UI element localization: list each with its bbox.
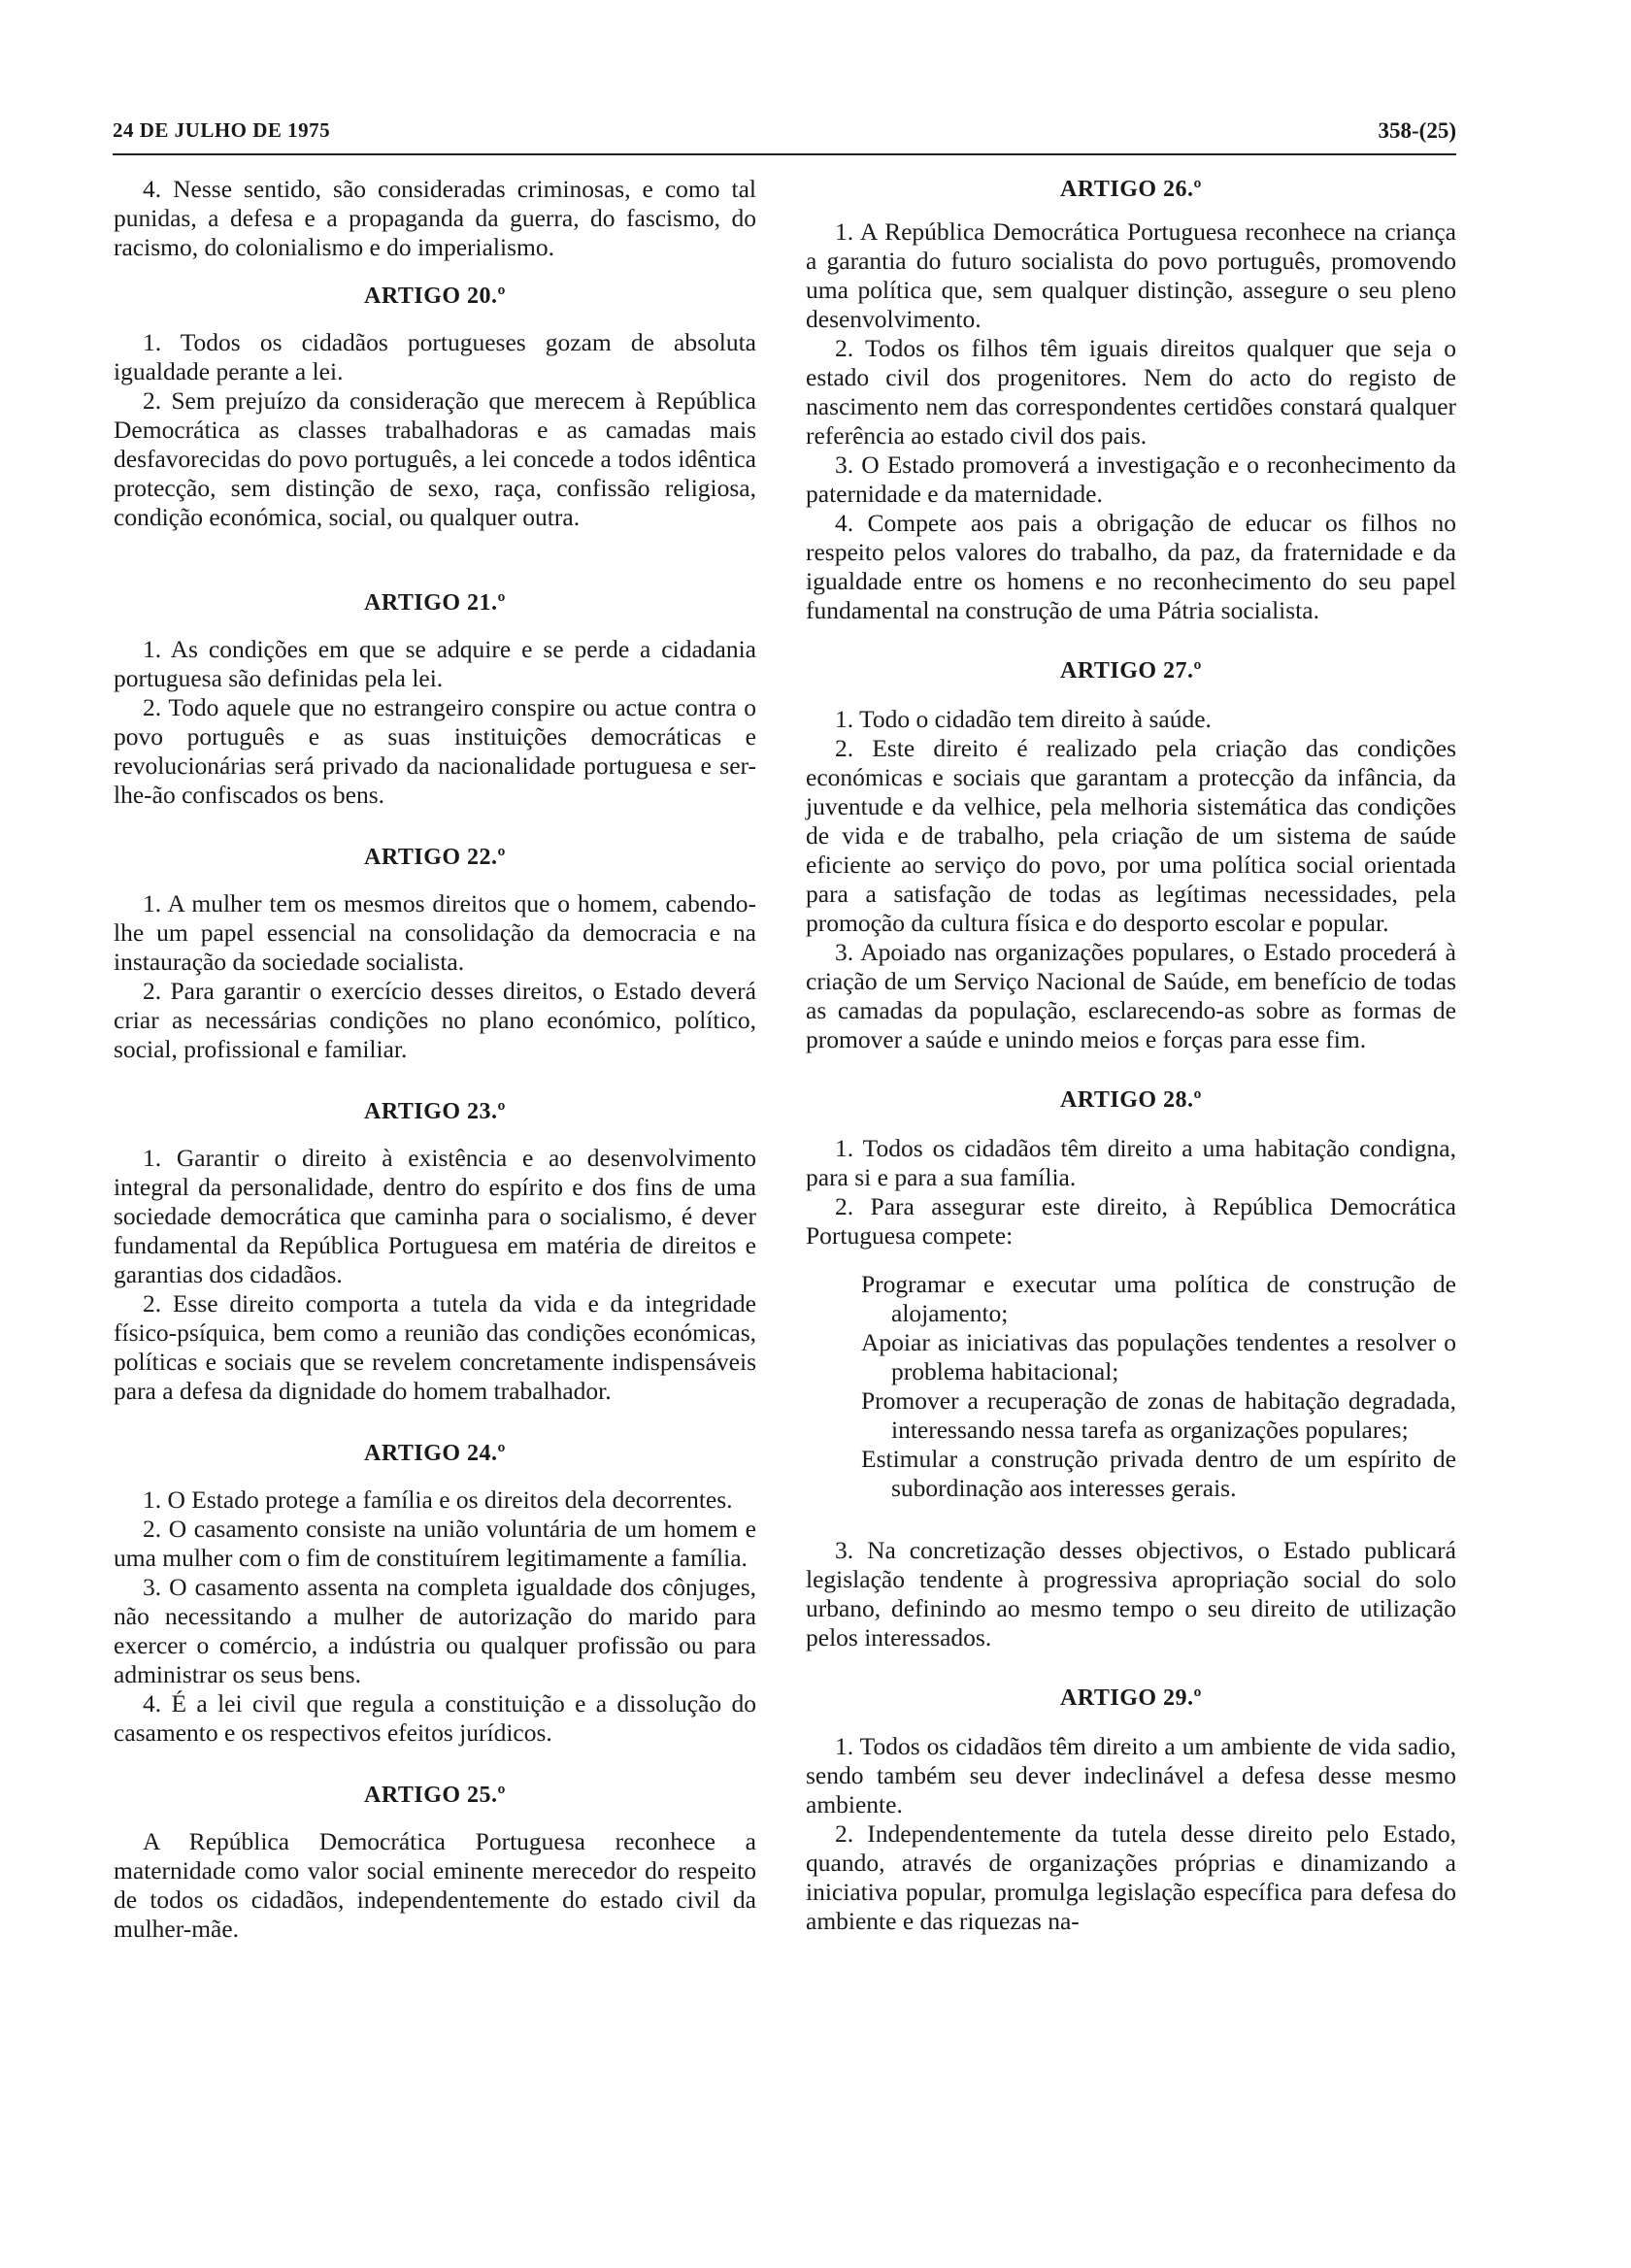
paragraph: 3. O casamento assenta na completa igualdade dos cônjuges, não necessitando a mulher de autorização do marido para exercer o comércio, a indústria ou qualquer profissão ou para administrar os seus bens. <box>114 1573 756 1688</box>
paragraph: A República Democrática Portuguesa reconhece a maternidade como valor social eminente merecedor do respeito de todos os cidadãos, independentemente do estado civil da mulher-mãe. <box>114 1827 756 1943</box>
article-heading: ARTIGO 26.º <box>1060 177 1202 202</box>
right-column <box>806 175 1456 1936</box>
paragraph: 4. É a lei civil que regula a constituição e a dissolução do casamento e os respectivos efeitos jurídicos. <box>114 1689 756 1747</box>
paragraph: 2. Todos os filhos têm iguais direitos qualquer que seja o estado civil dos progenitores. Nem do acto do registo de nascimento nem das correspondentes certidões constará qualquer referência ao estado civil dos pais. <box>806 334 1456 450</box>
article-heading: ARTIGO 21.º <box>364 590 506 616</box>
paragraph: 1. A República Democrática Portuguesa reconhece na criança a garantia do futuro socialista do povo português, promovendo uma política que, sem qualquer distinção, assegure o seu pleno desenvolvimento. <box>806 217 1456 333</box>
paragraph: 1. As condições em que se adquire e se perde a cidadania portuguesa são definidas pela lei. <box>114 635 756 692</box>
housing-list <box>806 1270 1456 1503</box>
paragraph: 4. Compete aos pais a obrigação de educar os filhos no respeito pelos valores do trabalho, da paz, da fraternidade e da igualdade entre os homens e no reconhecimento do seu papel fundamental na construção de uma Pátria socialista. <box>806 509 1456 624</box>
paragraph: 2. Todo aquele que no estrangeiro conspire ou actue contra o povo português e as suas instituições democráticas e revolucionárias será privado da nacionalidade portuguesa e ser-lhe-ão confiscados os bens. <box>114 693 756 809</box>
paragraph: 2. Independentemente da tutela desse direito pelo Estado, quando, através de organizações próprias e dinamizando a iniciativa popular, promulga legislação específica para defesa do ambiente e das riquezas na- <box>806 1819 1456 1935</box>
paragraph: 1. Todos os cidadãos têm direito a um ambiente de vida sadio, sendo também seu dever indeclinável a defesa desse mesmo ambiente. <box>806 1732 1456 1818</box>
paragraph: 1. Garantir o direito à existência e ao desenvolvimento integral da personalidade, dentro do espírito e dos fins de uma sociedade democrática que caminha para o socialismo, é dever fundamental da República Portuguesa em matéria de direitos e garantias dos cidadãos. <box>114 1144 756 1288</box>
article-heading: ARTIGO 23.º <box>364 1099 506 1124</box>
article-heading: ARTIGO 29.º <box>1060 1685 1202 1711</box>
paragraph: 1. O Estado protege a família e os direitos dela decorrentes. <box>143 1485 733 1514</box>
paragraph: 2. Sem prejuízo da consideração que merecem à República Democrática as classes trabalhadoras e as camadas mais desfavorecidas do povo português, a lei concede a todos idêntica protecção, sem distinção de sexo, raça, confissão religiosa, condição económica, social, ou qualquer outra. <box>114 386 756 531</box>
article-heading: ARTIGO 27.º <box>1060 658 1202 684</box>
paragraph: 2. Este direito é realizado pela criação das condições económicas e sociais que garantam a protecção da infância, da juventude e da velhice, pela melhoria sistemática das condições de vida e de trabalho, pela criação de um sistema de saúde eficiente ao serviço do povo, por uma política social orientada para a satisfação de todas as legítimas necessidades, pela promoção da cultura física e do desporto escolar e popular. <box>806 734 1456 937</box>
paragraph: 3. Apoiado nas organizações populares, o Estado procederá à criação de um Serviço Nacional de Saúde, em benefício de todas as camadas da população, esclarecendo-as sobre as formas de promover a saúde e unindo meios e forças para esse fim. <box>806 938 1456 1053</box>
paragraph: 1. Todos os cidadãos portugueses gozam de absoluta igualdade perante a lei. <box>114 328 756 385</box>
paragraph: 3. Na concretização desses objectivos, o Estado publicará legislação tendente à progressiva apropriação social do solo urbano, definindo ao mesmo tempo o seu direito de utilização pelos interessados. <box>806 1536 1456 1651</box>
paragraph: 2. Para garantir o exercício desses direitos, o Estado deverá criar as necessárias condições no plano económico, político, social, profissional e familiar. <box>114 977 756 1063</box>
paragraph: 2. O casamento consiste na união voluntária de um homem e uma mulher com o fim de constituírem legitimamente a família. <box>114 1515 756 1572</box>
paragraph: 1. A mulher tem os mesmos direitos que o homem, cabendo-lhe um papel essencial na consolidação da democracia e na instauração da sociedade socialista. <box>114 889 756 976</box>
page-header <box>113 115 1456 155</box>
list-item: Promover a recuperação de zonas de habitação degradada, interessando nessa tarefa as organizações populares; <box>861 1386 1456 1444</box>
paragraph: 4. Nesse sentido, são consideradas criminosas, e como tal punidas, a defesa e a propaganda da guerra, do fascismo, do racismo, do colonialismo e do imperialismo. <box>114 175 756 261</box>
page-number: 358-(25) <box>1378 118 1456 143</box>
issue-date: 24 DE JULHO DE 1975 <box>113 118 331 142</box>
paragraph: 2. Para assegurar este direito, à República Democrática Portuguesa compete: <box>806 1192 1456 1250</box>
list-item: Apoiar as iniciativas das populações tendentes a resolver o problema habitacional; <box>861 1328 1456 1385</box>
left-column <box>114 175 756 1944</box>
article-heading: ARTIGO 20.º <box>364 284 506 309</box>
article-heading: ARTIGO 28.º <box>1060 1087 1202 1113</box>
list-item: Programar e executar uma política de construção de alojamento; <box>861 1270 1456 1327</box>
paragraph: 2. Esse direito comporta a tutela da vida e da integridade físico-psíquica, bem como a reunião das condições económicas, políticas e sociais que se revelem concretamente indispensáveis para a defesa da dignidade do homem trabalhador. <box>114 1289 756 1405</box>
paragraph: 1. Todo o cidadão tem direito à saúde. <box>835 705 1212 733</box>
article-heading: ARTIGO 24.º <box>364 1441 506 1466</box>
paragraph: 1. Todos os cidadãos têm direito a uma habitação condigna, para si e para a sua família. <box>806 1134 1456 1191</box>
paragraph: 3. O Estado promoverá a investigação e o reconhecimento da paternidade e da maternidade. <box>806 450 1456 508</box>
list-item: Estimular a construção privada dentro de um espírito de subordinação aos interesses gerais. <box>861 1445 1456 1502</box>
article-heading: ARTIGO 25.º <box>364 1783 506 1808</box>
article-heading: ARTIGO 22.º <box>364 845 506 870</box>
